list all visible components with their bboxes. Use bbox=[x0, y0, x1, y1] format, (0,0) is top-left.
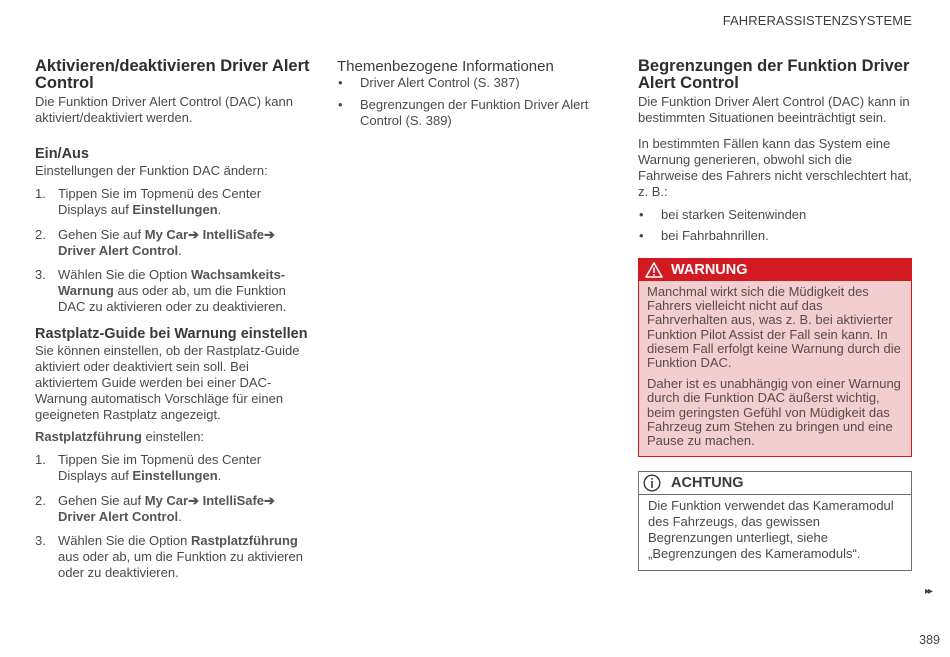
caution-text: Die Funktion verwendet das Kameramodul des Fahrzeugs, das gewissen Begrenzungen unterliegt, siehe „Begrenzungen des Kameramoduls“. bbox=[648, 498, 894, 562]
step-bold: My Car bbox=[144, 227, 189, 242]
step-2 bbox=[35, 227, 310, 259]
warning-box bbox=[638, 258, 912, 457]
step-number: 2. bbox=[35, 227, 46, 242]
article-title-activate-dac: Aktivieren/deaktivieren Driver Alert Control bbox=[35, 57, 310, 92]
column-left bbox=[35, 58, 310, 581]
related-links bbox=[337, 75, 597, 129]
column-middle bbox=[337, 58, 597, 129]
related-link-dac[interactable] bbox=[337, 75, 597, 91]
step-bold: Einstellungen bbox=[132, 468, 218, 483]
intro-text: Die Funktion Driver Alert Control (DAC) kann in bestimmten Situationen beeinträchtigt sein. bbox=[638, 94, 910, 125]
onoff-steps bbox=[35, 186, 310, 315]
step-text: Tippen Sie im Topmenü des Center Displays auf bbox=[58, 452, 262, 483]
step-bold: Einstellungen bbox=[132, 202, 218, 217]
bullet-icon: • bbox=[639, 207, 644, 222]
page-number: 389 bbox=[919, 633, 940, 647]
step-text: Tippen Sie im Topmenü des Center Displays auf bbox=[58, 186, 262, 217]
step-bold: Driver Alert Control bbox=[58, 509, 179, 524]
step-text: aus oder ab, um die Funktion DAC zu aktivieren oder zu deaktivieren. bbox=[58, 283, 287, 314]
warning-body bbox=[639, 281, 911, 456]
step-text: . bbox=[178, 509, 182, 524]
info-icon bbox=[643, 474, 661, 492]
step-number: 3. bbox=[35, 267, 46, 282]
step-2 bbox=[35, 493, 310, 525]
step-text: Wählen Sie die Option bbox=[58, 533, 191, 548]
onoff-lead: Einstellungen der Funktion DAC ändern: bbox=[35, 163, 268, 178]
step-text: Gehen Sie auf bbox=[58, 227, 145, 242]
list-item-text: bei starken Seitenwinden bbox=[661, 207, 807, 222]
step-text: aus oder ab, um die Funktion zu aktivieren oder zu deaktivieren. bbox=[58, 549, 303, 580]
body-text: In bestimmten Fällen kann das System eine Warnung generieren, obwohl sich die Fahrweise des Fahrers nicht verschlechtert hat, z. B.: bbox=[638, 136, 912, 199]
arrow-right-icon: ➔ bbox=[188, 493, 199, 508]
arrow-right-icon: ➔ bbox=[188, 227, 199, 242]
list-item-text: bei Fahrbahnrillen. bbox=[661, 228, 769, 243]
list-item bbox=[638, 228, 912, 244]
rest-guide-lead bbox=[35, 429, 310, 445]
arrow-right-icon: ➔ bbox=[264, 227, 275, 242]
continue-icon: ▸▸ bbox=[925, 586, 932, 597]
link-text: Begrenzungen der Funktion Driver Alert Control (S. 389) bbox=[360, 97, 589, 128]
link-text: Driver Alert Control (S. 387) bbox=[360, 75, 520, 90]
intro-text: Die Funktion Driver Alert Control (DAC) kann aktiviert/deaktiviert werden. bbox=[35, 94, 293, 125]
step-bold: IntelliSafe bbox=[202, 227, 265, 242]
list-item bbox=[638, 207, 912, 223]
step-number: 1. bbox=[35, 186, 46, 201]
related-info-heading: Themenbezogene Informationen bbox=[337, 58, 554, 75]
caution-body bbox=[639, 495, 911, 570]
step-text: Wählen Sie die Option bbox=[58, 267, 191, 282]
conditions-list bbox=[638, 207, 912, 244]
step-bold: My Car bbox=[144, 493, 189, 508]
warning-header bbox=[639, 259, 911, 281]
rest-guide-text: Sie können einstellen, ob der Rastplatz-Guide aktiviert oder deaktiviert sein soll. Bei aktiviertem Guide werden bei einer DAC-Warnung automatisch Vorschläge für einen geeigneten Rastplatz angezeigt. bbox=[35, 343, 300, 422]
bullet-icon: • bbox=[639, 228, 644, 243]
lead-bold: Rastplatzführung bbox=[35, 429, 142, 444]
warning-triangle-icon bbox=[645, 262, 663, 278]
related-link-dac-limits[interactable] bbox=[337, 97, 597, 129]
rest-guide-steps bbox=[35, 452, 310, 581]
caution-header bbox=[639, 472, 911, 495]
step-text: Gehen Sie auf bbox=[58, 493, 145, 508]
bullet-icon: • bbox=[338, 75, 343, 90]
step-text: . bbox=[217, 202, 222, 217]
step-bold: IntelliSafe bbox=[202, 493, 265, 508]
step-number: 1. bbox=[35, 452, 46, 467]
step-1 bbox=[35, 452, 310, 484]
step-text: . bbox=[217, 468, 222, 483]
step-number: 2. bbox=[35, 493, 46, 508]
caution-box bbox=[638, 471, 912, 571]
step-bold: Rastplatzführung bbox=[190, 533, 298, 548]
caution-label: ACHTUNG bbox=[671, 475, 744, 492]
warning-label: WARNUNG bbox=[671, 262, 748, 278]
step-bold: Wachsamkeits-Warnung bbox=[58, 267, 286, 298]
section-header: FAHRERASSISTENZSYSTEME bbox=[722, 13, 912, 28]
article-title-dac-limits: Begrenzungen der Funktion Driver Alert Control bbox=[638, 57, 910, 92]
column-right bbox=[638, 58, 912, 571]
heading-on-off: Ein/Aus bbox=[35, 146, 89, 162]
step-text: . bbox=[178, 243, 182, 258]
warning-paragraph: Daher ist es unabhängig von einer Warnung durch die Funktion DAC äußerst wichtig, beim geringsten Gefühl von Müdigkeit das Fahrzeug zum Stehen zu bringen und eine Pause zu machen. bbox=[647, 376, 901, 449]
step-bold: Driver Alert Control bbox=[58, 243, 179, 258]
lead-text: einstellen: bbox=[141, 429, 205, 444]
step-3 bbox=[35, 533, 310, 581]
arrow-right-icon: ➔ bbox=[264, 493, 275, 508]
step-3 bbox=[35, 267, 310, 315]
heading-rest-guide: Rastplatz-Guide bei Warnung einstellen bbox=[35, 326, 308, 342]
step-number: 3. bbox=[35, 533, 46, 548]
step-1 bbox=[35, 186, 310, 218]
bullet-icon: • bbox=[338, 97, 343, 112]
warning-paragraph: Manchmal wirkt sich die Müdigkeit des Fahrers vielleicht nicht auf das Fahrverhalten aus, was z. B. bei aktivierter Funktion Pilot Assist der Fall sein kann. In diesem Fall erfolgt keine Warnung durch die Funktion DAC. bbox=[647, 284, 901, 371]
